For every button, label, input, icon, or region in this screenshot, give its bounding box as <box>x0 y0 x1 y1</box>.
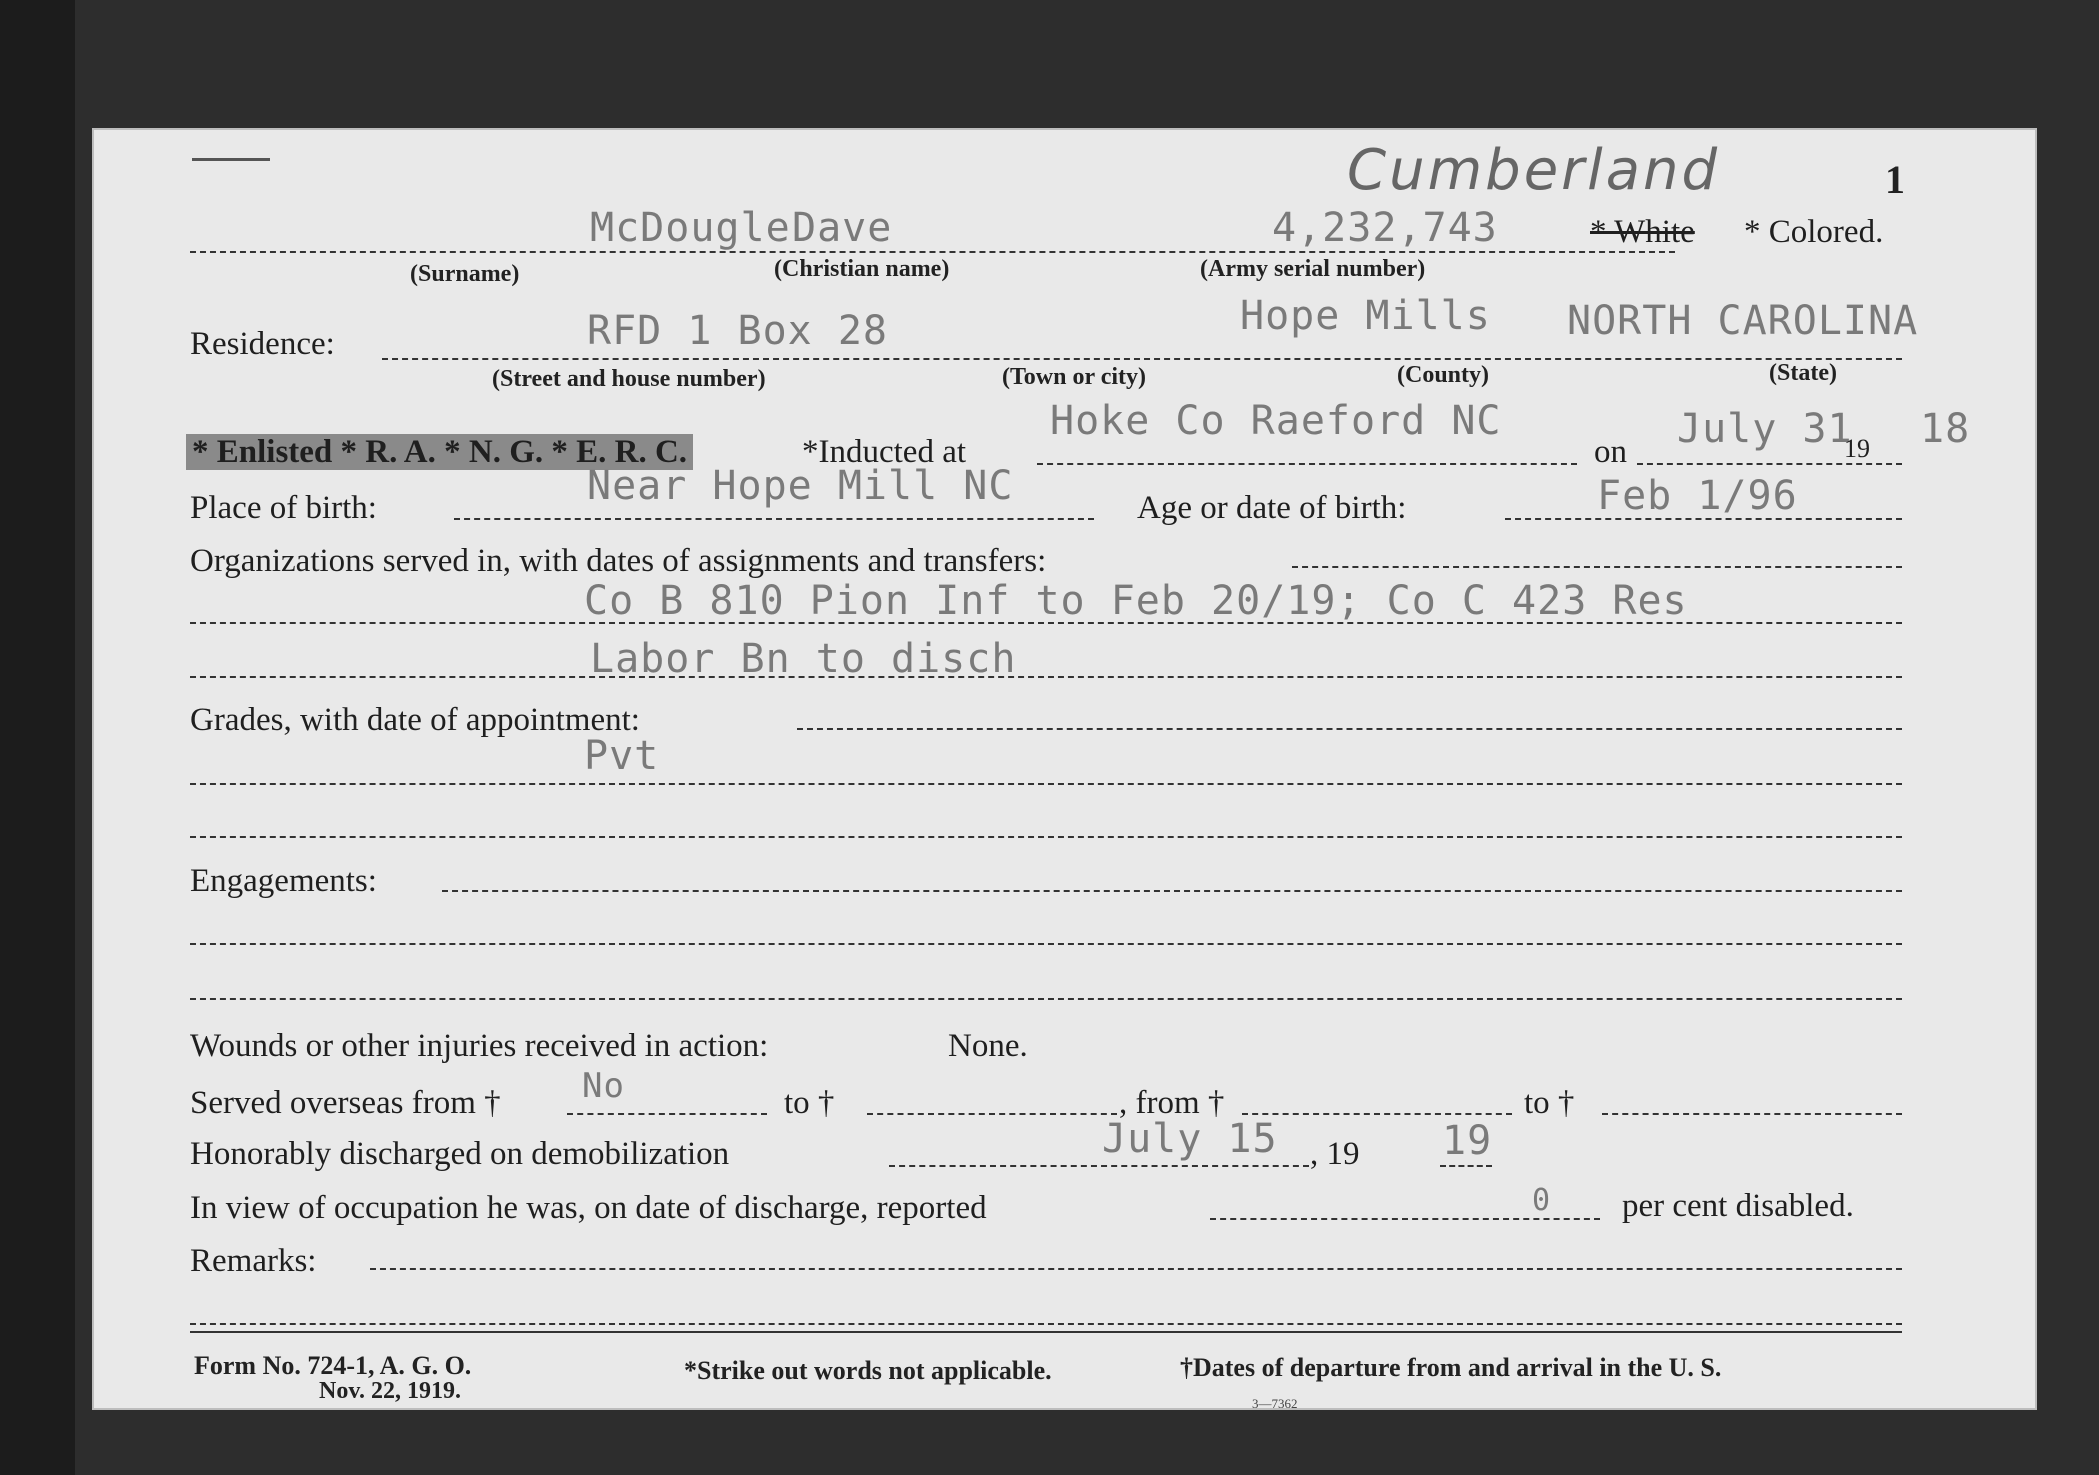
birth-date-value: Feb 1/96 <box>1597 473 1798 519</box>
footer-note-strike: *Strike out words not applicable. <box>684 1356 1052 1385</box>
caption-state: (State) <box>1769 360 1837 386</box>
inducted-year-prefix: 19 <box>1844 434 1870 463</box>
residence-state: NORTH CAROLINA <box>1567 298 1919 344</box>
inducted-label: *Inducted at <box>802 434 967 470</box>
residence-label: Residence: <box>190 326 335 362</box>
remarks-label: Remarks: <box>190 1243 317 1279</box>
surname-value: McDougle <box>590 205 791 251</box>
discharge-date-line <box>889 1165 1309 1167</box>
caption-army-serial: (Army serial number) <box>1200 256 1426 282</box>
discharge-label: Honorably discharged on demobilization <box>190 1136 730 1172</box>
disability-value: 0 <box>1532 1183 1552 1218</box>
footer-note-dates: †Dates of departure from and arrival in the U. S. <box>1180 1353 1722 1382</box>
birth-place-label: Place of birth: <box>190 490 377 526</box>
inducted-place: Hoke Co Raeford NC <box>1050 398 1502 444</box>
overseas-to-line <box>867 1113 1117 1115</box>
residence-line <box>382 358 1902 360</box>
overseas-to2-line <box>1602 1113 1902 1115</box>
overseas-from-line <box>567 1113 767 1115</box>
grades-line-0 <box>797 728 1902 730</box>
grades-line-2 <box>190 836 1902 838</box>
engagements-line-1 <box>190 943 1902 945</box>
engagements-label: Engagements: <box>190 863 377 899</box>
inducted-on-label: on <box>1594 434 1627 470</box>
birth-place-line <box>454 518 1094 520</box>
inducted-line <box>1037 463 1577 465</box>
overseas-to2-label: to † <box>1524 1085 1575 1121</box>
footer-rule <box>190 1331 1902 1333</box>
overseas-from-value: No <box>582 1066 625 1106</box>
race-colored: * Colored. <box>1744 214 1884 250</box>
discharge-year: 19 <box>1442 1118 1493 1164</box>
inducted-year: 18 <box>1920 406 1971 452</box>
grades-line-1 <box>190 783 1902 785</box>
footer-print-code: 3—7362 <box>1252 1396 1298 1411</box>
overseas-from2-line <box>1242 1113 1512 1115</box>
top-rule <box>192 158 270 161</box>
service-record-card <box>92 128 2037 1410</box>
grades-value: Pvt <box>584 733 660 779</box>
county-handwritten: Cumberland <box>1347 138 1721 203</box>
scan-border <box>0 0 75 1475</box>
residence-street: RFD 1 Box 28 <box>587 308 888 354</box>
christian-name-value: Dave <box>792 205 893 251</box>
name-line <box>190 251 1675 253</box>
disability-suffix: per cent disabled. <box>1622 1188 1854 1224</box>
disability-line <box>1210 1218 1600 1220</box>
overseas-to-label: to † <box>784 1085 835 1121</box>
caption-christian-name: (Christian name) <box>774 256 950 282</box>
serial-number-value: 4,232,743 <box>1272 205 1498 251</box>
residence-town: Hope Mills <box>1240 293 1491 339</box>
wounds-value: None. <box>948 1028 1028 1064</box>
caption-street: (Street and house number) <box>492 366 766 392</box>
engagements-line-0 <box>442 890 1902 892</box>
remarks-line-1 <box>190 1323 1902 1325</box>
discharge-year-prefix: , 19 <box>1310 1136 1360 1172</box>
remarks-line-0 <box>370 1268 1902 1270</box>
discharge-date: July 15 <box>1102 1116 1278 1162</box>
inducted-date: July 31 <box>1677 406 1853 452</box>
grades-label: Grades, with date of appointment: <box>190 702 640 738</box>
footer-form-date: Nov. 22, 1919. <box>319 1378 462 1404</box>
overseas-label: Served overseas from † <box>190 1085 501 1121</box>
overseas-from2-label: , from † <box>1119 1085 1225 1121</box>
wounds-label: Wounds or other injuries received in action: <box>190 1028 769 1064</box>
birth-age-label: Age or date of birth: <box>1137 490 1407 526</box>
footer-form-number: Form No. 724-1, A. G. O. <box>194 1351 472 1380</box>
organizations-label: Organizations served in, with dates of assignments and transfers: <box>190 543 1047 579</box>
engagements-line-2 <box>190 998 1902 1000</box>
caption-county: (County) <box>1397 362 1490 388</box>
caption-town: (Town or city) <box>1002 364 1146 390</box>
organizations-value-1: Co B 810 Pion Inf to Feb 20/19; Co C 423 Res <box>584 578 1688 624</box>
organizations-line-2 <box>190 676 1902 678</box>
card-number: 1 <box>1885 157 1905 202</box>
race-white: * White <box>1590 214 1695 250</box>
disability-label: In view of occupation he was, on date of discharge, reported <box>190 1190 987 1226</box>
discharge-year-line <box>1440 1165 1492 1167</box>
birth-place-value: Near Hope Mill NC <box>587 463 1014 509</box>
enlisted-highlight: * Enlisted * R. A. * N. G. * E. R. C. <box>186 434 693 470</box>
organizations-value-2: Labor Bn to disch <box>590 636 1017 682</box>
caption-surname: (Surname) <box>410 261 520 287</box>
organizations-line-0 <box>1292 566 1902 568</box>
